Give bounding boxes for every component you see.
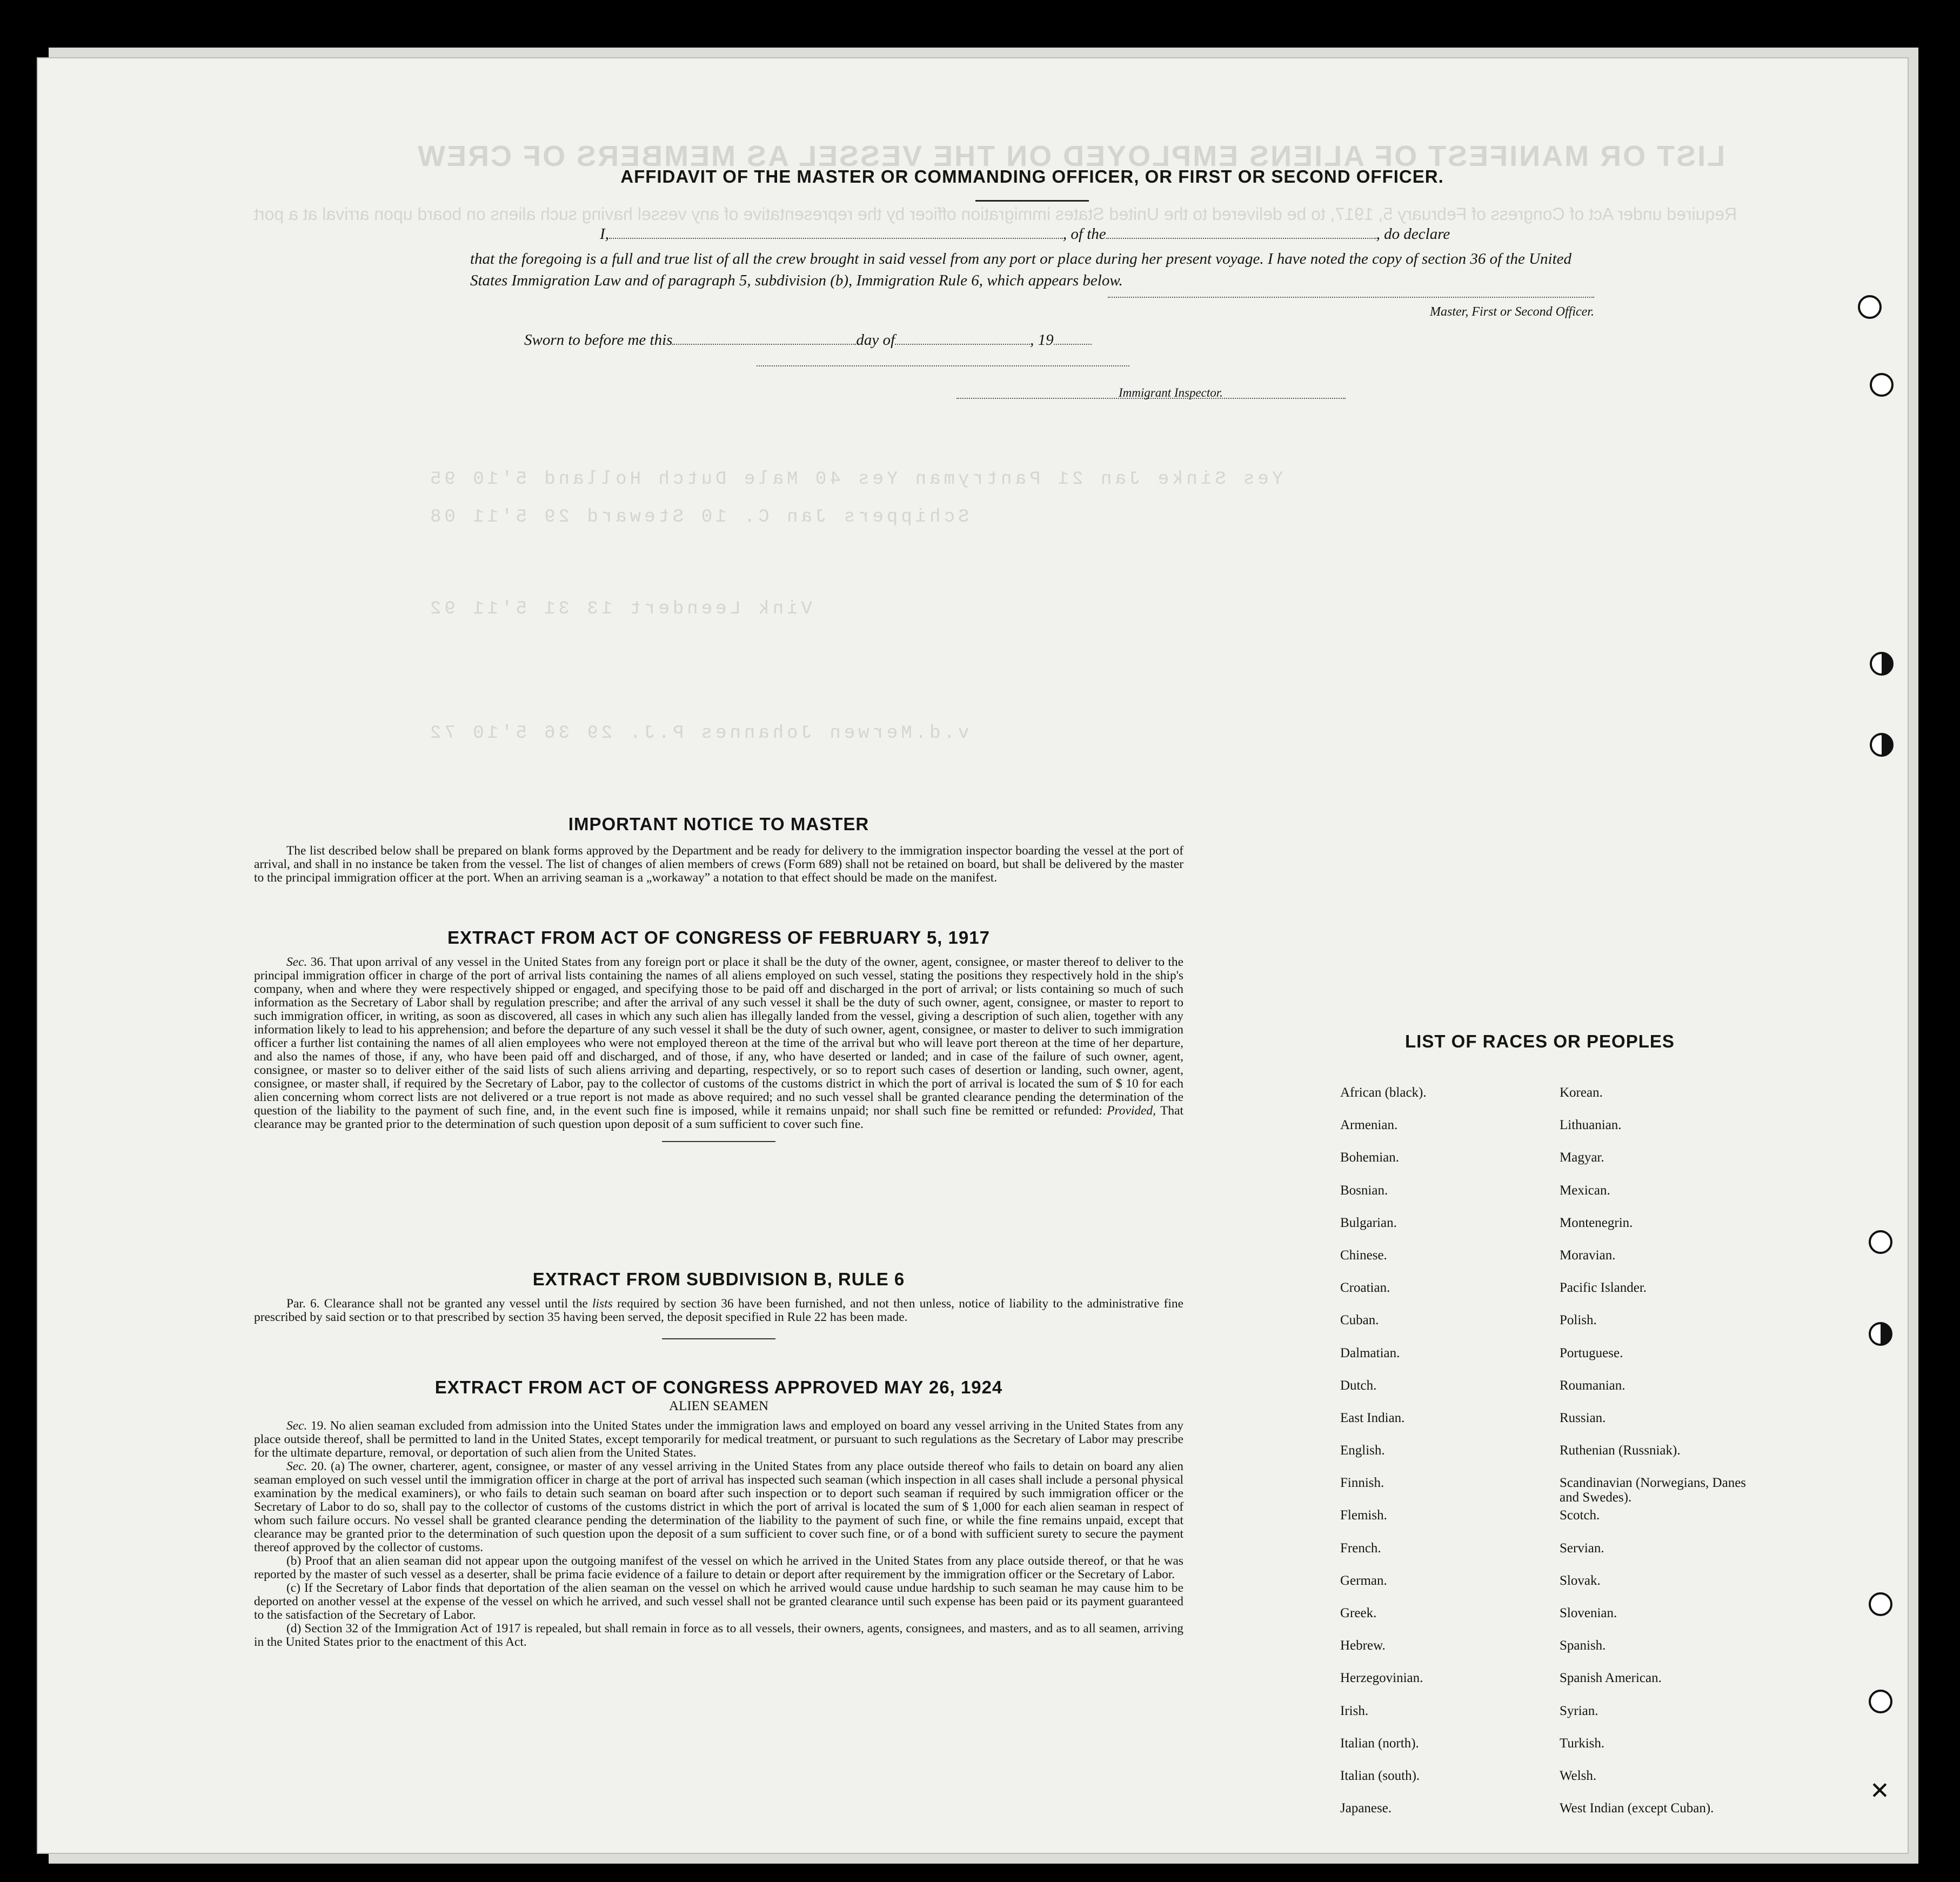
extract-1924-heading: EXTRACT FROM ACT OF CONGRESS APPROVED MAY 26, 1924 [434,1377,1003,1397]
section-36-text [254,956,1183,1131]
race-item: Portuguese. [1560,1345,1623,1360]
proviso-text: That clearance may be granted prior to the determination of such question upon deposit of a sum sufficient to cover such fine. [254,1104,1183,1131]
proviso-label: Provided, [1107,1104,1156,1118]
section-divider [662,1338,775,1339]
race-item: Montenegrin. [1560,1215,1633,1230]
extract-1917-heading: EXTRACT FROM ACT OF CONGRESS OF FEBRUARY 5, 1917 [447,927,990,947]
race-item: East Indian. [1340,1410,1405,1425]
races-column-2 [1560,1085,1765,1833]
race-item: Chinese. [1340,1247,1387,1263]
race-item: West Indian (except Cuban). [1560,1801,1714,1816]
manifest-page [38,58,1908,1853]
punch-hole [1869,1230,1892,1254]
race-item: English. [1340,1443,1385,1458]
name-field[interactable] [609,238,1063,239]
sworn-year: , 19 [1030,331,1054,349]
race-item: African (black). [1340,1085,1427,1100]
race-item: Turkish. [1560,1736,1605,1751]
race-item: Italian (south). [1340,1768,1420,1783]
race-item: Pacific Islander. [1560,1280,1647,1296]
bleed-through-row: Yes Sinke Jan 21 Pantryman Yes 40 Male Dutch Holland 5'10 95 [427,469,1283,490]
race-item: Croatian. [1340,1280,1390,1296]
race-item: Syrian. [1560,1703,1598,1718]
year-field[interactable] [1054,344,1092,345]
race-item: Spanish. [1560,1638,1606,1653]
month-field[interactable] [895,344,1030,345]
race-item: Bohemian. [1340,1150,1400,1165]
declaration-text: that the foregoing is a full and true list of all the crew brought in said vessel from any port or place during her present voyage. I have noted the copy of section 36 of the United States Immigration Law and of paragraph 5, subdivision (b), Immigration Rule 6, which appears below. [470,250,1572,289]
inspector-line-upper[interactable] [757,365,1129,366]
sec-20-label: Sec. [286,1459,307,1473]
declare-end: , do declare [1376,225,1450,243]
races-section [1319,1031,1816,1816]
punch-hole [1869,1690,1892,1713]
punch-hole [1869,1322,1892,1346]
inspector-signature-row [470,365,1594,414]
sec-20-body: 20. (a) The owner, charterer, agent, consignee, or master of any vessel arriving in the United States from any place outside thereof who fails to detain on board any alien seaman employed on such vessel until the immigration officer in charge at the port of arrival has inspected such seaman (which inspection in all cases shall include a personal physical examination by the medical examiners), or who fails to detain such seaman on board after such inspection or to deport such seaman if required by such immigration officer or the Secretary of Labor to do so, shall pay to the collector of customs of the customs district in which the port of arrival is located the sum of $ 1,000 for each alien seaman in respect of whom such failure occurs. No vessel shall be granted clearance pending the determination of the liability to the payment of such fine, or while the fine remains unpaid, except that clearance may be granted prior to the determination of such question upon the deposit of a sum sufficient to cover such fine, or of a bond with sufficient surety to secure the payment thereof approved by the collector of customs. [254,1459,1183,1554]
race-item: Scotch. [1560,1508,1600,1523]
race-item: Bulgarian. [1340,1215,1397,1230]
race-item: Italian (north). [1340,1736,1419,1751]
race-item: Magyar. [1560,1150,1604,1165]
master-label: Master, First or Second Officer. [1430,305,1594,319]
affidavit-section [470,166,1594,414]
race-item: Moravian. [1560,1247,1616,1263]
section-19-text [254,1419,1183,1460]
race-item: Servian. [1560,1540,1604,1556]
sec-36-body: 36. That upon arrival of any vessel in the United States from any foreign port or place it shall be the duty of the owner, agent, consignee, or master thereof to deliver to the principal immigration officer in charge of the port of arrival lists containing the names of all aliens employed on such vessel, stating the positions they respectively hold in the ship's company, when and where they were respectively shipped or engaged, and specifying those to be paid off and discharged in the port of arrival; or lists containing so much of such information as the Secretary of Labor shall by regulation prescribe; and after the arrival of any such vessel it shall be the duty of such owner, agent, consignee, or master to report to such immigration officer, in writing, as soon as discovered, all cases in which any such alien has illegally landed from the vessel, giving a description of such alien, together with any information likely to lead to his apprehension; and before the departure of any such vessel it shall be the duty of such owner, agent, consignee, or master to deliver to such immigration officer a further list containing the names of all alien employees who were not employed thereon at the time of the arrival but who will leave port thereon at the time of her departure, and also the names of those, if any, who have been paid off and discharged, and of those, if any, who have deserted or landed; and in case of the failure of such owner, agent, consignee, or master so to deliver either of the said lists of such aliens arriving and departing, respectively, or so to report such cases of desertion or landing, such owner, agent, consignee, or master shall, if required by the Secretary of Labor, pay to the collector of customs of the customs district in which the port of arrival is located the sum of $ 10 for each alien concerning whom correct lists are not delivered or a true report is not made as above required; and no such vessel shall be granted clearance pending the determination of the question of the liability to the payment of such fine, and, in the event such fine is imposed, while it remains unpaid; nor shall such fine be remitted or refunded: [254,955,1183,1118]
races-title: LIST OF RACES OR PEOPLES [1405,1031,1675,1051]
race-item: Roumanian. [1560,1378,1625,1393]
race-item: Spanish American. [1560,1671,1662,1686]
race-item: Irish. [1340,1703,1369,1718]
race-item: Bosnian. [1340,1183,1388,1198]
master-signature-line[interactable] [1108,297,1594,298]
rule-6-lists: lists [592,1297,613,1311]
race-item: Slovenian. [1560,1606,1617,1620]
declare-i: I, [600,225,609,243]
race-item: Hebrew. [1340,1638,1386,1653]
section-20d-text: (d) Section 32 of the Immigration Act of 1917 is repealed, but shall remain in force as to all vessels, their owners, agents, consignees, and masters, and as to all seamen, arriving in the United States prior to the enactment of this Act. [254,1621,1183,1649]
race-item: Greek. [1340,1606,1377,1620]
race-item: French. [1340,1540,1381,1556]
corner-mark-icon: ✕ [1870,1778,1890,1804]
sec-19-body: 19. No alien seaman excluded from admission into the United States under the immigration laws and employed on board any vessel arriving in the United States from any place outside thereof, shall be permitted to land in the United States, except temporarily for medical treatment, or pursuant to such regulations as the Secretary of Labor may prescribe for the ultimate departure, removal, or deportation of such alien from the United States. [254,1419,1183,1460]
affidavit-title: AFFIDAVIT OF THE MASTER OR COMMANDING OFFICER, OR FIRST OR SECOND OFFICER. [620,166,1444,186]
race-item: Finnish. [1340,1476,1384,1491]
race-item: Mexican. [1560,1183,1610,1198]
race-item: Lithuanian. [1560,1118,1622,1133]
declaration-line [470,223,1594,245]
race-item: Scandinavian (Norwegians, Danes and Swedes). [1560,1476,1747,1505]
race-item: Welsh. [1560,1768,1597,1783]
sworn-start: Sworn to before me this [524,331,673,349]
section-20c-text: (c) If the Secretary of Labor finds that deportation of the alien seaman on the vessel on which he arrived would cause undue hardship to such seaman he may cause him to be deported on another vessel at the expense of the vessel on which he arrived, and such vessel shall not be granted clearance until such expense has been paid or its payment guaranteed to the satisfaction of the Secretary of Labor. [254,1581,1183,1622]
punch-hole [1870,373,1894,397]
declare-of-the: , of the [1062,225,1106,243]
punch-hole [1869,1592,1892,1616]
bleed-through-title: LIST OR MANIFEST OF ALIENS EMPLOYED ON THE VESSEL AS MEMBERS OF CREW [416,140,1725,172]
alien-seamen-subheading: ALIEN SEAMEN [668,1399,768,1413]
sworn-line [470,331,1594,349]
notice-text: The list described below shall be prepared on blank forms approved by the Department and be ready for delivery to the immigration inspector boarding the vessel at the port of arrival, and shall in no instance be taken from the vessel. The list of changes of alien members of crews (Form 689) shall not be retained on board, but shall be delivered by the master to the principal immigration officer at the port. When an arriving seaman is a „workaway” a notation to that effect should be made on the manifest. [254,844,1183,885]
punch-hole [1870,652,1894,676]
notice-section [254,814,1183,885]
race-item: German. [1340,1573,1387,1588]
race-item: Polish. [1560,1313,1597,1328]
bleed-through-row: Vink Leendert 13 31 5'11 92 [427,599,812,619]
races-column-1 [1340,1085,1427,1833]
bleed-through-subtitle: Required under Act of Congress of February 5, 1917, to be delivered to the United States immigration officer by the representative of any vessel having such aliens on board upon arrival at a port [254,204,1737,224]
day-field[interactable] [672,344,856,345]
sec-19-label: Sec. [286,1419,307,1433]
race-item: Flemish. [1340,1508,1387,1523]
rule-6-end: required by section 36 have been furnished, and not then unless, notice of liability to the administrative fine prescribed by said section or to that prescribed by section 35 having been served, the deposit specified in Rule 22 has been made. [254,1297,1183,1324]
race-item: Ruthenian (Russniak). [1560,1443,1681,1458]
rule-6-heading: EXTRACT FROM SUBDIVISION B, RULE 6 [532,1269,905,1289]
race-item: Dalmatian. [1340,1345,1400,1360]
race-item: Slovak. [1560,1573,1601,1588]
inspector-label: Immigrant Inspector. [1119,386,1223,399]
race-item: Cuban. [1340,1313,1379,1328]
extract-1924-section [254,1377,1183,1649]
sec-36-label: Sec. [286,955,307,969]
section-divider [662,1141,775,1142]
race-item: Armenian. [1340,1118,1398,1133]
race-item: Korean. [1560,1085,1603,1100]
extract-1917-section [254,927,1183,1142]
race-item: Russian. [1560,1410,1606,1425]
bleed-through-row: Schippers Jan C. 10 Steward 29 5'11 08 [427,507,969,528]
rule-6-text [254,1297,1183,1324]
vessel-field[interactable] [1106,238,1376,239]
rule-6-section [254,1269,1183,1339]
race-item: Dutch. [1340,1378,1377,1393]
bleed-through-row: v.d.Merwen Johannes P.J. 29 36 5'10 72 [427,723,969,744]
race-item: Herzegovinian. [1340,1671,1423,1686]
race-item: Japanese. [1340,1801,1392,1816]
punch-hole [1870,733,1894,757]
master-signature-row [470,297,1594,329]
notice-heading: IMPORTANT NOTICE TO MASTER [568,814,869,834]
title-rule [975,200,1089,202]
punch-hole [1858,295,1882,319]
sworn-day-of: day of [856,331,895,349]
section-20a-text [254,1460,1183,1554]
section-20b-text: (b) Proof that an alien seaman did not appear upon the outgoing manifest of the vessel on which he arrived in the United States from any place outside thereof, or that he was reported by the master of such vessel as a deserter, shall be prima facie evidence of a failure to detain or deport after requirement by the immigration officer or the Secretary of Labor. [254,1554,1183,1581]
rule-6-start: Par. 6. Clearance shall not be granted any vessel until the [286,1297,588,1311]
